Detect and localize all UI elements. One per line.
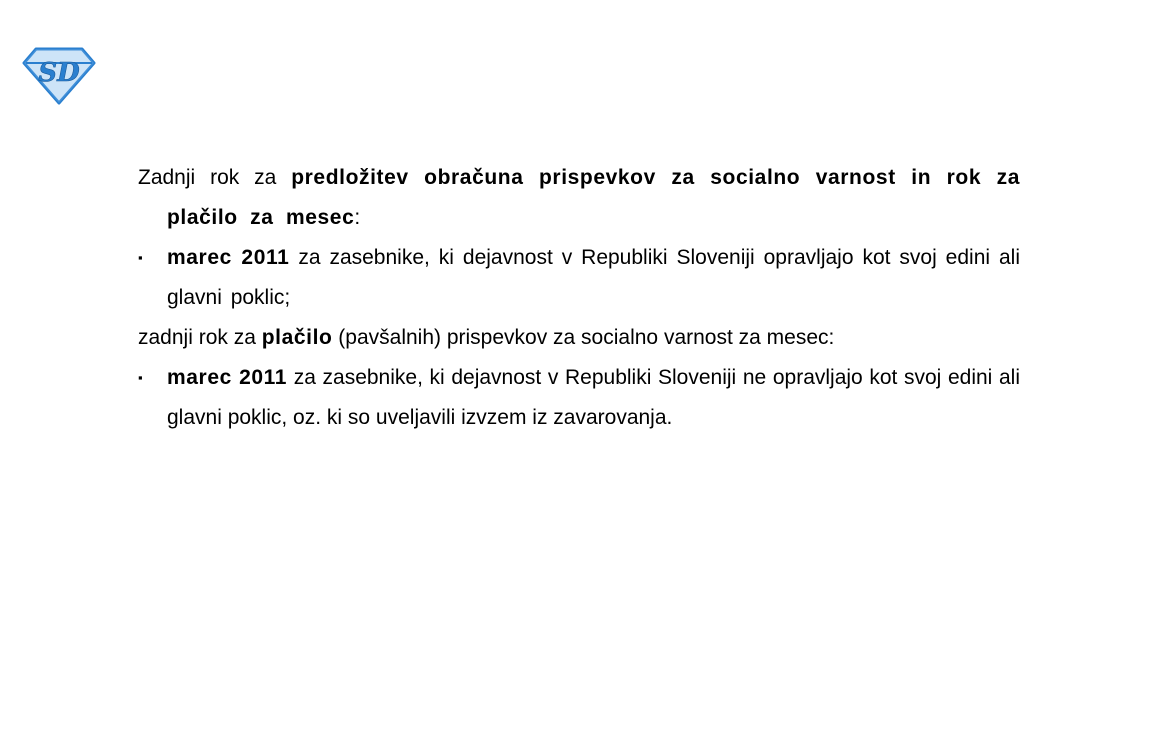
text-run-bold: marec 2011 — [167, 246, 290, 269]
logo-text: SD — [38, 58, 80, 88]
bullet-item-secondary-occupation — [138, 358, 1020, 438]
text-run: zadnji rok za — [138, 326, 262, 349]
text-run: Zadnji rok za — [138, 166, 292, 189]
text-run-bold: plačilo — [261, 326, 333, 349]
paragraph-payment-deadline — [138, 318, 1020, 358]
text-run: : — [354, 206, 361, 229]
text-run: za zasebnike, ki dejavnost v Republiki Sloveniji opravljajo kot svoj edini ali glavni poklic; — [167, 246, 1021, 309]
text-run-bold: predložitev obračuna prispevkov za socialno varnost in rok za plačilo za mesec — [167, 166, 1020, 229]
paragraph-submission-deadline — [138, 158, 1020, 238]
text-run-bold: marec 2011 — [167, 366, 288, 389]
sd-shield-logo-icon — [22, 47, 96, 105]
text-run: (pavšalnih) prispevkov za socialno varnost za mesec: — [332, 326, 835, 349]
square-bullet-icon: ▪ — [138, 250, 143, 265]
text-run: za zasebnike, ki dejavnost v Republiki Sloveniji ne opravljajo kot svoj edini ali glavni poklic, oz. ki so uveljavili izvzem iz zavarovanja. — [167, 366, 1020, 429]
square-bullet-icon: ▪ — [138, 370, 143, 385]
bullet-item-main-occupation — [138, 238, 1020, 318]
document-body — [138, 158, 1020, 438]
